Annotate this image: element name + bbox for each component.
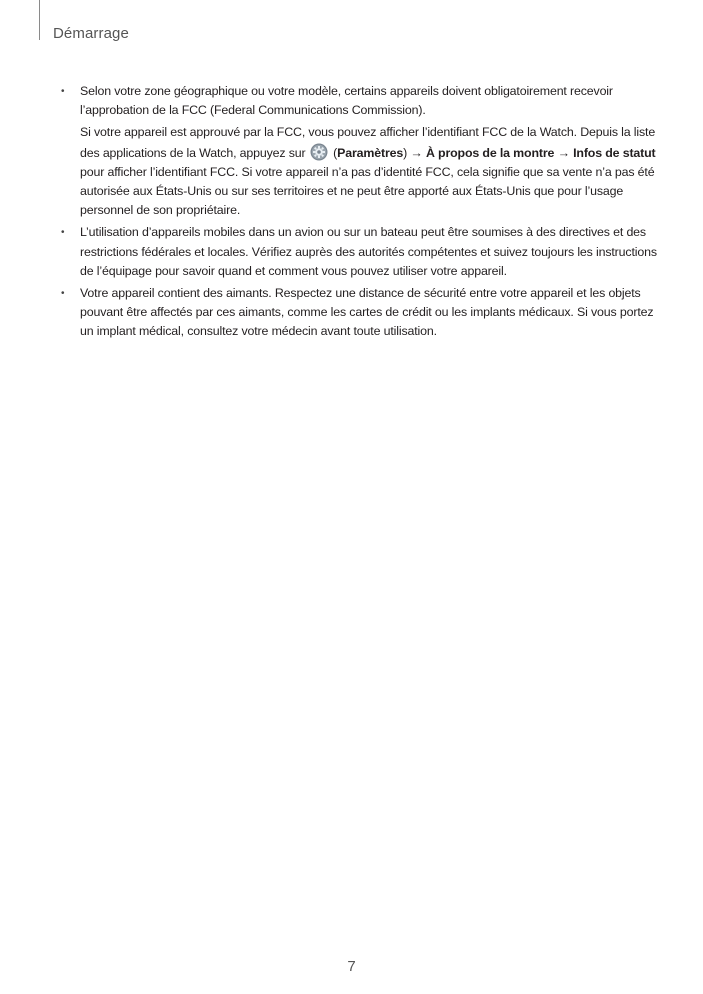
bullet-marker: •	[61, 227, 65, 239]
bullet-item-aircraft	[61, 223, 657, 281]
header-rule	[39, 0, 40, 40]
bullet-text: L’utilisation d’appareils mobiles dans un avion ou sur un bateau peut être soumises à des directives et des restrictions fédérales et locales. Vérifiez auprès des autorités compétentes et suivez toujours les instructions de l’équipage pour savoir quand et comment vous pouvez utiliser votre appareil.	[80, 225, 657, 278]
instruction-text: Si votre appareil est approuvé par la FCC, vous pouvez afficher l’identifiant FCC de la Watch. Depuis la liste des applications de la Watch, appuyez sur	[80, 125, 656, 160]
paren-open: (	[329, 145, 338, 160]
bullet-subparagraph	[80, 123, 657, 220]
settings-label: Paramètres	[337, 145, 404, 160]
bullet-item-magnets	[61, 284, 657, 342]
bullet-marker: •	[61, 86, 65, 97]
section-title: Démarrage	[53, 25, 129, 42]
paren-close: )	[403, 145, 411, 160]
bullet-text: Votre appareil contient des aimants. Respectez une distance de sécurité entre votre appareil et les objets pouvant être affectés par ces aimants, comme les cartes de crédit ou les implants médicaux. Si vous portez un implant médical, consultez votre médecin avant toute utilisation.	[80, 286, 654, 339]
settings-gear-icon	[310, 143, 328, 161]
bullet-text: Selon votre zone géographique ou votre modèle, certains appareils doivent obligatoirement recevoir l’approbation de la FCC (Federal Communications Commission).	[80, 84, 613, 118]
bullet-item-fcc	[61, 82, 657, 220]
bullet-marker: •	[61, 288, 65, 300]
document-body	[61, 82, 657, 342]
status-info-label: Infos de statut	[573, 145, 656, 160]
instruction-text-continued: pour afficher l’identifiant FCC. Si votre appareil n’a pas d’identité FCC, cela signifie que sa vente n’a pas été autorisée aux États-Unis ou sur ses territoires et ne peut être apporté aux États-Unis que pour l’usage personnel de son propriétaire.	[80, 164, 655, 218]
about-watch-label: À propos de la montre	[425, 145, 555, 160]
arrow: →	[410, 145, 426, 160]
arrow: →	[554, 145, 574, 160]
page-number: 7	[347, 958, 356, 975]
